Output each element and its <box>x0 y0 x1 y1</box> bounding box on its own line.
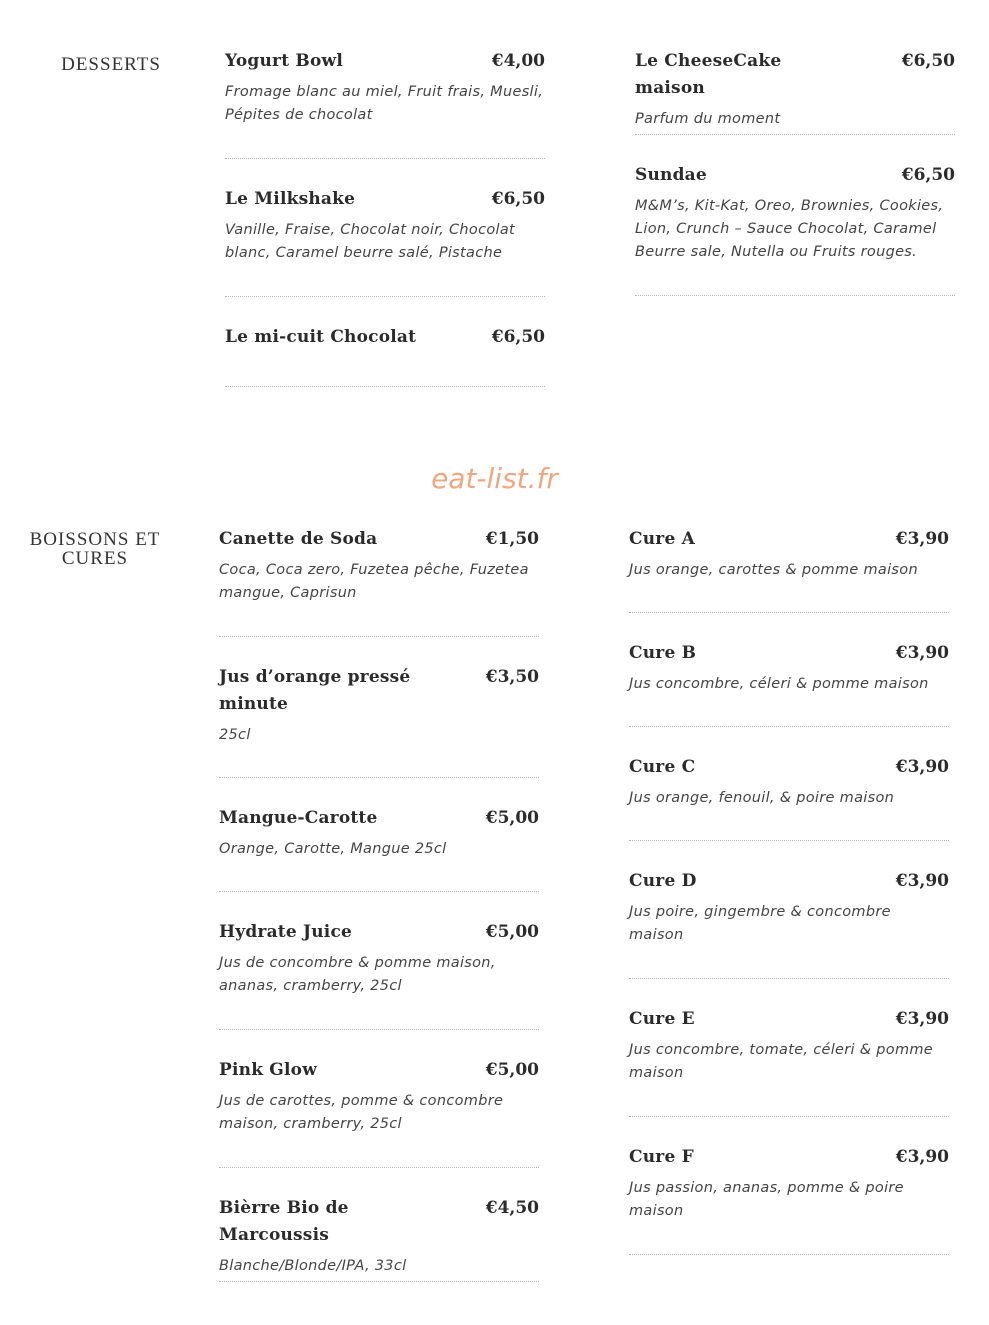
menu-item-description: Jus orange, fenouil, & poire maison <box>629 790 895 806</box>
menu-item-description: Jus orange, carottes & pomme maison <box>629 562 918 578</box>
menu-item-price: €1,50 <box>485 529 539 549</box>
boissons-title-line1: BOISSONS ET <box>29 529 161 550</box>
boissons-title-line2: CURES <box>61 548 129 569</box>
menu-item-price: €3,90 <box>895 1009 949 1029</box>
menu-item <box>629 868 949 979</box>
menu-item-description: Jus de carottes, pomme & concombre maison, cramberry, 25cl <box>219 1093 504 1132</box>
menu-item-description: Jus concombre, céleri & pomme maison <box>629 676 929 692</box>
menu-item <box>219 664 539 778</box>
menu-item-name: Mangue-Carotte <box>219 808 378 828</box>
menu-item-price: €5,00 <box>485 808 539 828</box>
menu-item-name: Bièrre Bio de Marcoussis <box>219 1198 349 1245</box>
menu-item <box>629 1144 949 1255</box>
menu-item-name: Canette de Soda <box>219 529 378 549</box>
menu-item-price: €6,50 <box>491 189 545 209</box>
menu-item-name: Yogurt Bowl <box>225 51 343 71</box>
menu-item <box>629 526 949 613</box>
menu-item-price: €3,90 <box>895 871 949 891</box>
menu-item-description: Jus passion, ananas, pomme & poire maison <box>629 1180 904 1219</box>
menu-item-name: Cure E <box>629 1009 695 1029</box>
boissons-section-title <box>25 530 165 568</box>
menu-item-name: Cure B <box>629 643 697 663</box>
menu-item <box>219 919 539 1030</box>
menu-item <box>635 162 955 296</box>
menu-item-price: €3,90 <box>895 529 949 549</box>
desserts-section-title: DESSERTS <box>61 54 161 75</box>
menu-item-price: €3,50 <box>485 667 539 687</box>
menu-item-price: €6,50 <box>901 165 955 185</box>
menu-item <box>219 1057 539 1168</box>
menu-item <box>225 324 545 387</box>
menu-item-name: Cure C <box>629 757 696 777</box>
boissons-left-column <box>219 526 539 1282</box>
menu-item-price: €5,00 <box>485 1060 539 1080</box>
boissons-right-column <box>629 526 949 1255</box>
menu-item-price: €4,00 <box>491 51 545 71</box>
menu-item-description: Coca, Coca zero, Fuzetea pêche, Fuzetea mangue, Caprisun <box>219 562 529 601</box>
menu-item <box>219 526 539 637</box>
menu-item-name: Le CheeseCake maison <box>635 51 782 98</box>
desserts-right-column <box>635 48 955 296</box>
menu-item-name: Jus d’orange pressé minute <box>219 667 411 714</box>
menu-item-name: Le Milkshake <box>225 189 356 209</box>
watermark-text: eat-list.fr <box>431 462 558 495</box>
menu-item-price: €6,50 <box>901 51 955 71</box>
menu-item-price: €3,90 <box>895 757 949 777</box>
menu-item-description: Blanche/Blonde/IPA, 33cl <box>219 1258 407 1274</box>
menu-item <box>225 186 545 297</box>
menu-item-name: Cure D <box>629 871 697 891</box>
menu-item-description: Fromage blanc au miel, Fruit frais, Muesli, Pépites de chocolat <box>225 84 544 123</box>
menu-item-price: €4,50 <box>485 1198 539 1218</box>
menu-item-description: Parfum du moment <box>635 111 781 127</box>
menu-item-name: Sundae <box>635 165 707 185</box>
menu-item-price: €3,90 <box>895 1147 949 1167</box>
menu-item-description: M&M’s, Kit-Kat, Oreo, Brownies, Cookies, Lion, Crunch – Sauce Chocolat, Caramel Beurre sale, Nutella ou Fruits rouges. <box>635 198 944 260</box>
desserts-left-column <box>225 48 545 387</box>
menu-item <box>629 754 949 841</box>
menu-item <box>225 48 545 159</box>
menu-item-price: €3,90 <box>895 643 949 663</box>
menu-item-name: Le mi-cuit Chocolat <box>225 327 417 347</box>
menu-item <box>635 48 955 135</box>
menu-item-description: Vanille, Fraise, Chocolat noir, Chocolat blanc, Caramel beurre salé, Pistache <box>225 222 516 261</box>
menu-item-description: 25cl <box>219 727 251 743</box>
menu-item <box>219 1195 539 1282</box>
menu-item-price: €5,00 <box>485 922 539 942</box>
menu-item-description: Jus de concombre & pomme maison, ananas, cramberry, 25cl <box>219 955 496 994</box>
menu-item-price: €6,50 <box>491 327 545 347</box>
menu-item <box>629 640 949 727</box>
menu-item <box>629 1006 949 1117</box>
menu-item-name: Cure A <box>629 529 695 549</box>
menu-item-description: Orange, Carotte, Mangue 25cl <box>219 841 447 857</box>
menu-item <box>219 805 539 892</box>
menu-item-name: Cure F <box>629 1147 694 1167</box>
menu-item-name: Hydrate Juice <box>219 922 353 942</box>
menu-item-description: Jus poire, gingembre & concombre maison <box>629 904 891 943</box>
menu-item-name: Pink Glow <box>219 1060 318 1080</box>
menu-item-description: Jus concombre, tomate, céleri & pomme maison <box>629 1042 934 1081</box>
